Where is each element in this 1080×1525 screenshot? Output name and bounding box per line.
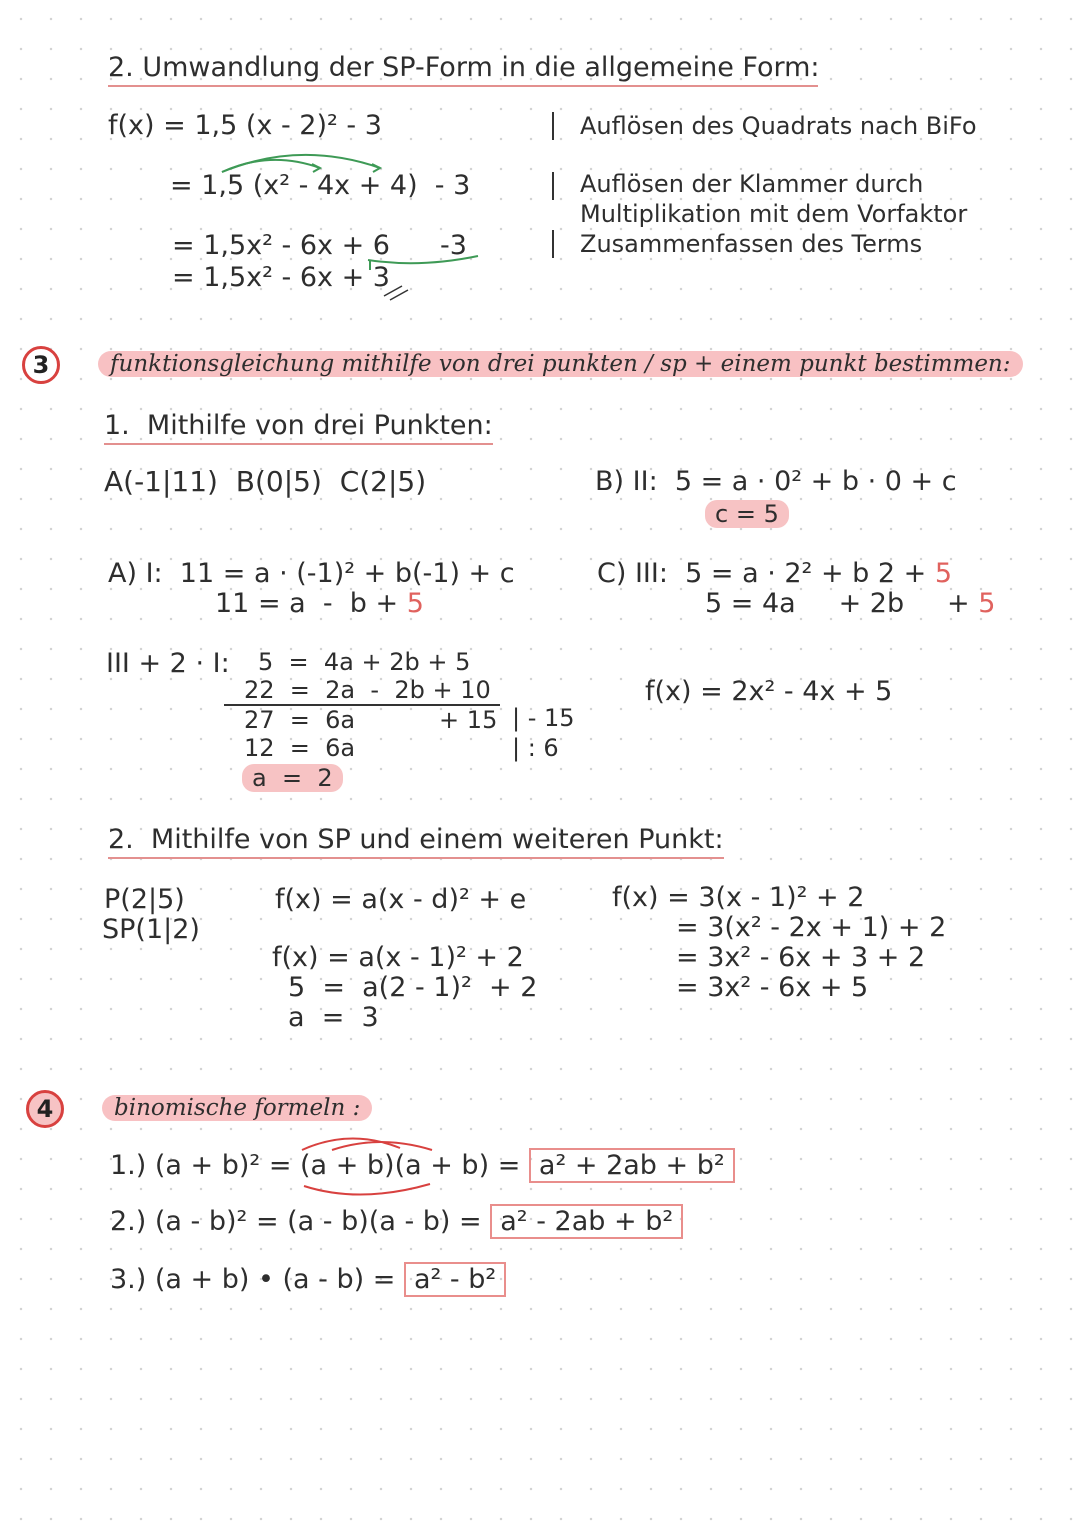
equation-line-2: = 1,5 (x² - 4x + 4) - 3 — [170, 170, 471, 201]
section4-number: 4 — [26, 1090, 64, 1128]
equation-a-1: A) I: 11 = a · (-1)² + b(-1) + c — [108, 558, 515, 589]
substitution-2: 5 = a(2 - 1)² + 2 — [288, 972, 538, 1003]
point-p: P(2|5) — [104, 884, 185, 915]
equation-line-3a: = 1,5x² - 6x + 6 — [172, 230, 390, 261]
binomial-formula-2: 2.) (a - b)² = (a - b)(a - b) = a² - 2ab + b² — [110, 1206, 683, 1238]
green-arrow-head — [372, 164, 380, 172]
section2-heading: 2. Umwandlung der SP-Form in die allgemeine Form: — [108, 52, 818, 87]
note-3: Zusammenfassen des Terms — [580, 230, 923, 258]
result-function: f(x) = 2x² - 4x + 5 — [645, 676, 893, 707]
binomial-formula-1: 1.) (a + b)² = (a + b)(a + b) = a² + 2ab + b² — [110, 1150, 735, 1182]
operation-1: | - 15 — [512, 704, 575, 732]
equation-line-1: f(x) = 1,5 (x - 2)² - 3 — [108, 110, 382, 141]
note-2a: Auflösen der Klammer durch — [580, 170, 924, 198]
equation-c-2: 5 = 4a + 2b + 5 — [705, 588, 996, 619]
equation-c-1: C) III: 5 = a · 2² + b 2 + 5 — [597, 558, 953, 589]
section4-heading: binomische formeln : — [102, 1092, 372, 1124]
operation-2: | : 6 — [512, 734, 559, 762]
method2-heading: 2. Mithilfe von SP und einem weiteren Punkt: — [108, 824, 724, 859]
combination-line-3: 27 = 6a + 15 — [244, 706, 498, 734]
result-c: c = 5 — [705, 500, 789, 528]
converted-line-2: = 3(x² - 2x + 1) + 2 — [676, 912, 947, 943]
note-2b: Multiplikation mit dem Vorfaktor — [580, 200, 968, 228]
substitution-3: a = 3 — [288, 1002, 379, 1033]
combination-line-5: a = 2 — [242, 764, 343, 792]
converted-line-1: f(x) = 3(x - 1)² + 2 — [612, 882, 865, 913]
substitution-1: f(x) = a(x - 1)² + 2 — [272, 942, 524, 973]
equation-b: B) II: 5 = a · 0² + b · 0 + c — [595, 466, 957, 497]
equation-line-3b: = 1,5x² - 6x + 3 — [172, 262, 390, 293]
combination-label: III + 2 · I: — [106, 648, 230, 679]
equation-a-2: 11 = a - b + 5 — [215, 588, 424, 619]
red-arrow — [332, 1142, 432, 1150]
equation-line-3a-end: -3 — [440, 230, 467, 261]
red-arrow — [304, 1184, 430, 1195]
double-underline — [384, 286, 408, 300]
section3-heading: funktionsgleichung mithilfe von drei punkten / sp + einem punkt bestimmen: — [98, 348, 1016, 380]
section3-number: 3 — [22, 346, 60, 384]
green-arrow-head — [312, 164, 320, 172]
combine-bracket — [368, 256, 478, 263]
method1-heading: 1. Mithilfe von drei Punkten: — [104, 410, 493, 445]
vertex-form: f(x) = a(x - d)² + e — [275, 884, 527, 915]
combination-line-4: 12 = 6a — [244, 734, 356, 762]
combination-line-1: 5 = 4a + 2b + 5 — [258, 648, 471, 676]
binomial-formula-3: 3.) (a + b) • (a - b) = a² - b² — [110, 1264, 506, 1296]
points-line: A(-1|11) B(0|5) C(2|5) — [104, 465, 427, 498]
note-1: Auflösen des Quadrats nach BiFo — [580, 112, 977, 140]
converted-line-4: = 3x² - 6x + 5 — [676, 972, 869, 1003]
converted-line-3: = 3x² - 6x + 3 + 2 — [676, 942, 926, 973]
point-sp: SP(1|2) — [102, 914, 200, 945]
combination-line-2: 22 = 2a - 2b + 10 — [244, 676, 491, 704]
